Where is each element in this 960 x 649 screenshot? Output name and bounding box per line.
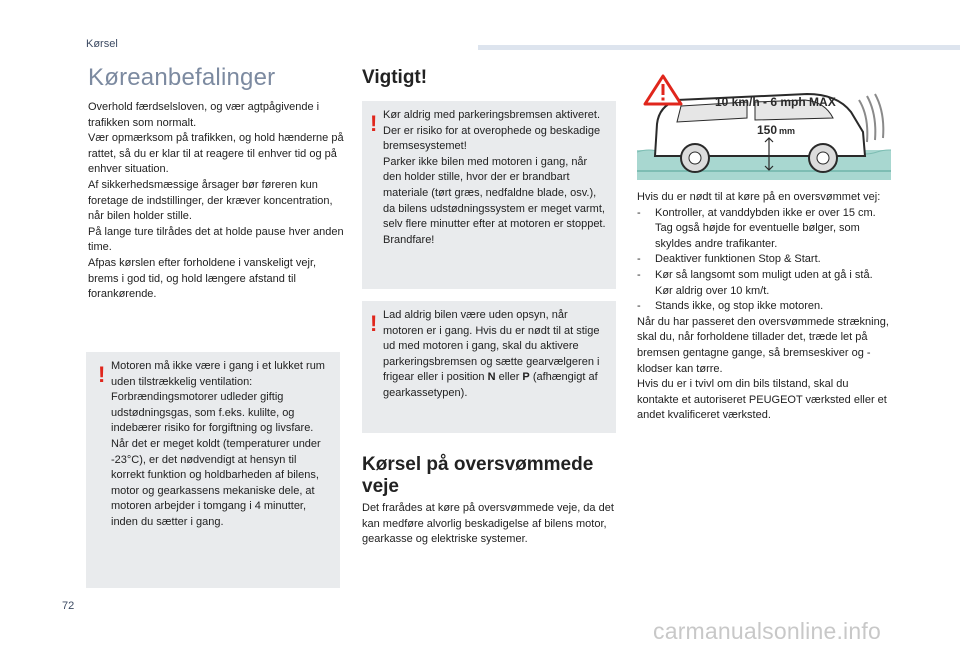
important-title: Vigtigt! — [362, 67, 428, 88]
road-line — [637, 170, 891, 172]
flood-intro: Hvis du er nødt til at køre på en oversvømmet vej: — [637, 191, 881, 203]
page-number: 72 — [62, 600, 75, 612]
warning-text: Motoren må ikke være i gang i et lukket rum uden tilstrækkelig ventilation: Forbrændingsmotorer udleder giftig udstødningsgas, som f.eks. kulilte, og indebærer risiko for forgiftning og livsfare. Når det er meget koldt (temperaturer under -23°C), er det nødvendigt at hensyn til korrekt funktion og holdbarheden af bilens, motor og gearkassens mekaniske dele, at motoren arbejder i tomgang i 4 minutter, inden du sætter i gang. — [111, 360, 325, 528]
gear-position-n: N — [487, 371, 496, 384]
depth-unit: mm — [779, 126, 796, 136]
warning-paragraph: Parker ikke bilen med motoren i gang, når den holder stille, hvor der er brandbart materiale (tørt græs, nedfaldne blade, osv.), da bilens udstødningssystem er meget varmt, selv flere minutter efter at motoren er stoppet. Brandfare! — [383, 155, 606, 246]
depth-value-label — [757, 123, 795, 137]
intro-text — [88, 100, 346, 303]
header-bar — [478, 45, 960, 50]
intro-paragraph: Afpas kørslen efter forholdene i vanskeligt vejr, brems i god tid, og hold længere afstand til forankørende. — [88, 256, 317, 301]
warning-text — [383, 108, 607, 248]
list-item: - Kør så langsomt som muligt uden at gå i stå. Kør aldrig over 10 km/t. — [637, 268, 873, 297]
floods-title: Kørsel på oversvømmede veje — [362, 454, 594, 497]
flood-instructions — [637, 190, 893, 424]
list-item-text: Kontroller, at vanddybden ikke er over 15 cm. Tag også højde for eventuelle bølger, som skyldes andre trafikanter. — [655, 206, 876, 250]
speed-limit-label: 10 km/h - 6 mph MAX — [715, 95, 836, 109]
warning-text-part: Lad aldrig bilen være uden opsyn, når motoren er i gang. Hvis du er nødt til at stige ud med motoren i gang, skal du aktivere parkeringsbremsen og sætte gearvælgeren i frigear eller i position — [383, 309, 600, 384]
warning-box-unattended — [362, 301, 616, 433]
list-item: - Deaktiver funktionen Stop & Start. — [637, 253, 821, 266]
list-item-text: Stands ikke, og stop ikke motoren. — [655, 300, 824, 313]
page-title: Køreanbefalinger — [88, 64, 276, 91]
warning-text — [383, 308, 607, 402]
gear-position-p: P — [522, 371, 530, 384]
warning-paragraph: Kør aldrig med parkeringsbremsen aktiveret. Der er risiko for at overophede og beskadige bremsesystemet! — [383, 109, 601, 153]
list-item-text: Deaktiver funktionen Stop & Start. — [655, 253, 821, 266]
depth-value: 150 — [757, 123, 778, 137]
warning-exclamation-icon: ! — [98, 362, 106, 387]
intro-paragraph: Overhold færdselsloven, og vær agtpågivende i trafikken som normalt. — [88, 101, 320, 129]
warning-exclamation-icon: ! — [370, 111, 378, 136]
warning-exclamation-icon: ! — [370, 311, 378, 336]
intro-paragraph: Af sikkerhedsmæssige årsager bør føreren kun foretage de indstillinger, der kræver koncentration, når bilen holder stille. — [88, 178, 333, 223]
warning-text-part: eller — [495, 371, 523, 384]
watermark: carmanualsonline.info — [653, 618, 881, 644]
after-flood-text: Når du har passeret den oversvømmede strækning, skal du, når forholdene tillader det, træde let på bremsen gentagne gange, så bremseskiver og -klodser kan tørre. — [637, 315, 889, 375]
doubt-text: Hvis du er i tvivl om din bils tilstand, skal du kontakte et autoriseret PEUGEOT værksted eller et andet kvalificeret værksted. — [637, 378, 887, 422]
flooded-road-illustration — [637, 72, 891, 180]
warning-box-ventilation — [86, 352, 340, 588]
intro-paragraph: Vær opmærksom på trafikken, og hold hænderne på rattet, så du er klar til at reagere til enhver tid og på enhver situation. — [88, 132, 344, 176]
warning-text-part: (afhængigt af gearkassetypen). — [383, 371, 598, 399]
list-item: - Kontroller, at vanddybden ikke er over 15 cm. Tag også højde for eventuelle bølger, som skyldes andre trafikanter. — [637, 206, 876, 250]
section-header: Kørsel — [86, 38, 118, 50]
floods-body: Det frarådes at køre på oversvømmede veje, da det kan medføre alvorlig beskadigelse af bilens motor, gearkasse og elektriske systemer. — [362, 502, 614, 546]
list-item-text: Kør så langsomt som muligt uden at gå i stå. Kør aldrig over 10 km/t. — [655, 268, 873, 297]
intro-paragraph: På lange ture tilrådes det at holde pause hver anden time. — [88, 225, 344, 254]
list-item: - Stands ikke, og stop ikke motoren. — [637, 300, 824, 313]
warning-box-parking-brake — [362, 101, 616, 289]
